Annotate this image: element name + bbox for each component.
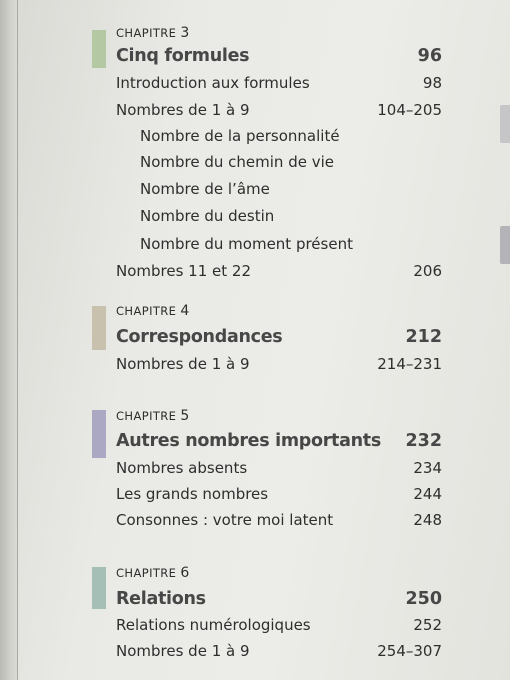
toc-subentry[interactable]: Nombre de l’âme (140, 180, 270, 198)
chapter-6-title[interactable]: Relations (116, 589, 206, 609)
toc-entry-page: 244 (413, 485, 442, 503)
thumb-tab-lower (500, 226, 510, 264)
toc-entry[interactable]: Relations numérologiques (116, 616, 311, 634)
chapter-5-label: CHAPITRE 5 (116, 408, 190, 424)
chapter-5-title[interactable]: Autres nombres importants (116, 431, 381, 451)
toc-subentry[interactable]: Nombre du destin (140, 207, 275, 225)
toc-entry[interactable]: Nombres de 1 à 9 (116, 642, 250, 660)
toc-entry-page: 104–205 (377, 101, 442, 119)
toc-entry-page: 98 (422, 74, 442, 92)
toc-entry[interactable]: Nombres de 1 à 9 (116, 355, 250, 373)
toc-entry[interactable]: Consonnes : votre moi latent (116, 511, 334, 529)
chapter-5-title-page: 232 (405, 431, 442, 451)
toc-entry-page: 214–231 (377, 355, 442, 373)
toc-entry[interactable]: Nombres 11 et 22 (116, 262, 251, 280)
toc-entry-page: 252 (413, 616, 442, 634)
toc-subentry[interactable]: Nombre du moment présent (140, 235, 353, 253)
book-gutter (0, 0, 18, 680)
toc-entry-page: 234 (413, 459, 442, 477)
chapter-4-title[interactable]: Correspondances (116, 327, 283, 347)
toc-subentry[interactable]: Nombre de la personnalité (140, 127, 340, 145)
chapter-3-title-page: 96 (417, 46, 442, 66)
toc-entry[interactable]: Nombres absents (116, 459, 248, 477)
chapter-5-color-bar (92, 410, 106, 458)
toc-entry[interactable]: Introduction aux formules (116, 74, 310, 92)
toc-entry[interactable]: Les grands nombres (116, 485, 269, 503)
chapter-4-color-bar (92, 306, 106, 350)
chapter-3-title[interactable]: Cinq formules (116, 46, 250, 66)
chapter-3-color-bar (92, 30, 106, 68)
chapter-4-title-page: 212 (405, 327, 442, 347)
toc-entry-page: 254–307 (377, 642, 442, 660)
chapter-6-label: CHAPITRE 6 (116, 565, 190, 581)
toc-subentry[interactable]: Nombre du chemin de vie (140, 153, 334, 171)
thumb-tab-upper (500, 105, 510, 143)
chapter-3-label: CHAPITRE 3 (116, 25, 190, 41)
chapter-6-color-bar (92, 567, 106, 609)
toc-entry[interactable]: Nombres de 1 à 9 (116, 101, 250, 119)
chapter-4-label: CHAPITRE 4 (116, 303, 190, 319)
toc-entry-page: 248 (413, 511, 442, 529)
chapter-6-title-page: 250 (405, 589, 442, 609)
toc-entry-page: 206 (413, 262, 442, 280)
